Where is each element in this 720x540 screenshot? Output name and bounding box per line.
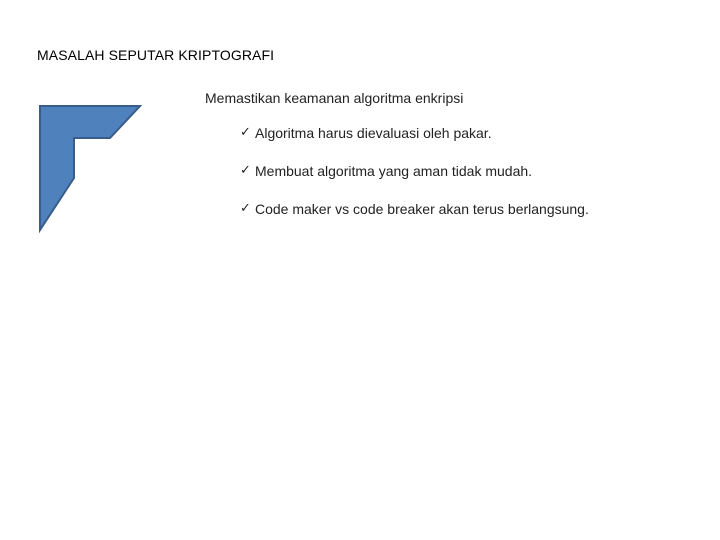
bullet-item [240,124,589,162]
slide-title: MASALAH SEPUTAR KRIPTOGRAFI [37,47,275,63]
bullet-text: Algoritma harus dievaluasi oleh pakar. [255,125,492,141]
bullet-list [240,124,589,238]
corner-bracket-fill [40,106,140,230]
checkmark-icon: ✓ [240,125,251,140]
bullet-item [240,162,589,200]
slide-subtitle: Memastikan keamanan algoritma enkripsi [205,90,464,106]
checkmark-icon: ✓ [240,163,251,178]
bullet-text: Code maker vs code breaker akan terus berlangsung. [255,201,589,217]
bullet-text: Membuat algoritma yang aman tidak mudah. [255,163,533,179]
checkmark-icon: ✓ [240,201,251,216]
corner-bracket-shape [38,104,142,234]
bullet-item [240,200,589,238]
